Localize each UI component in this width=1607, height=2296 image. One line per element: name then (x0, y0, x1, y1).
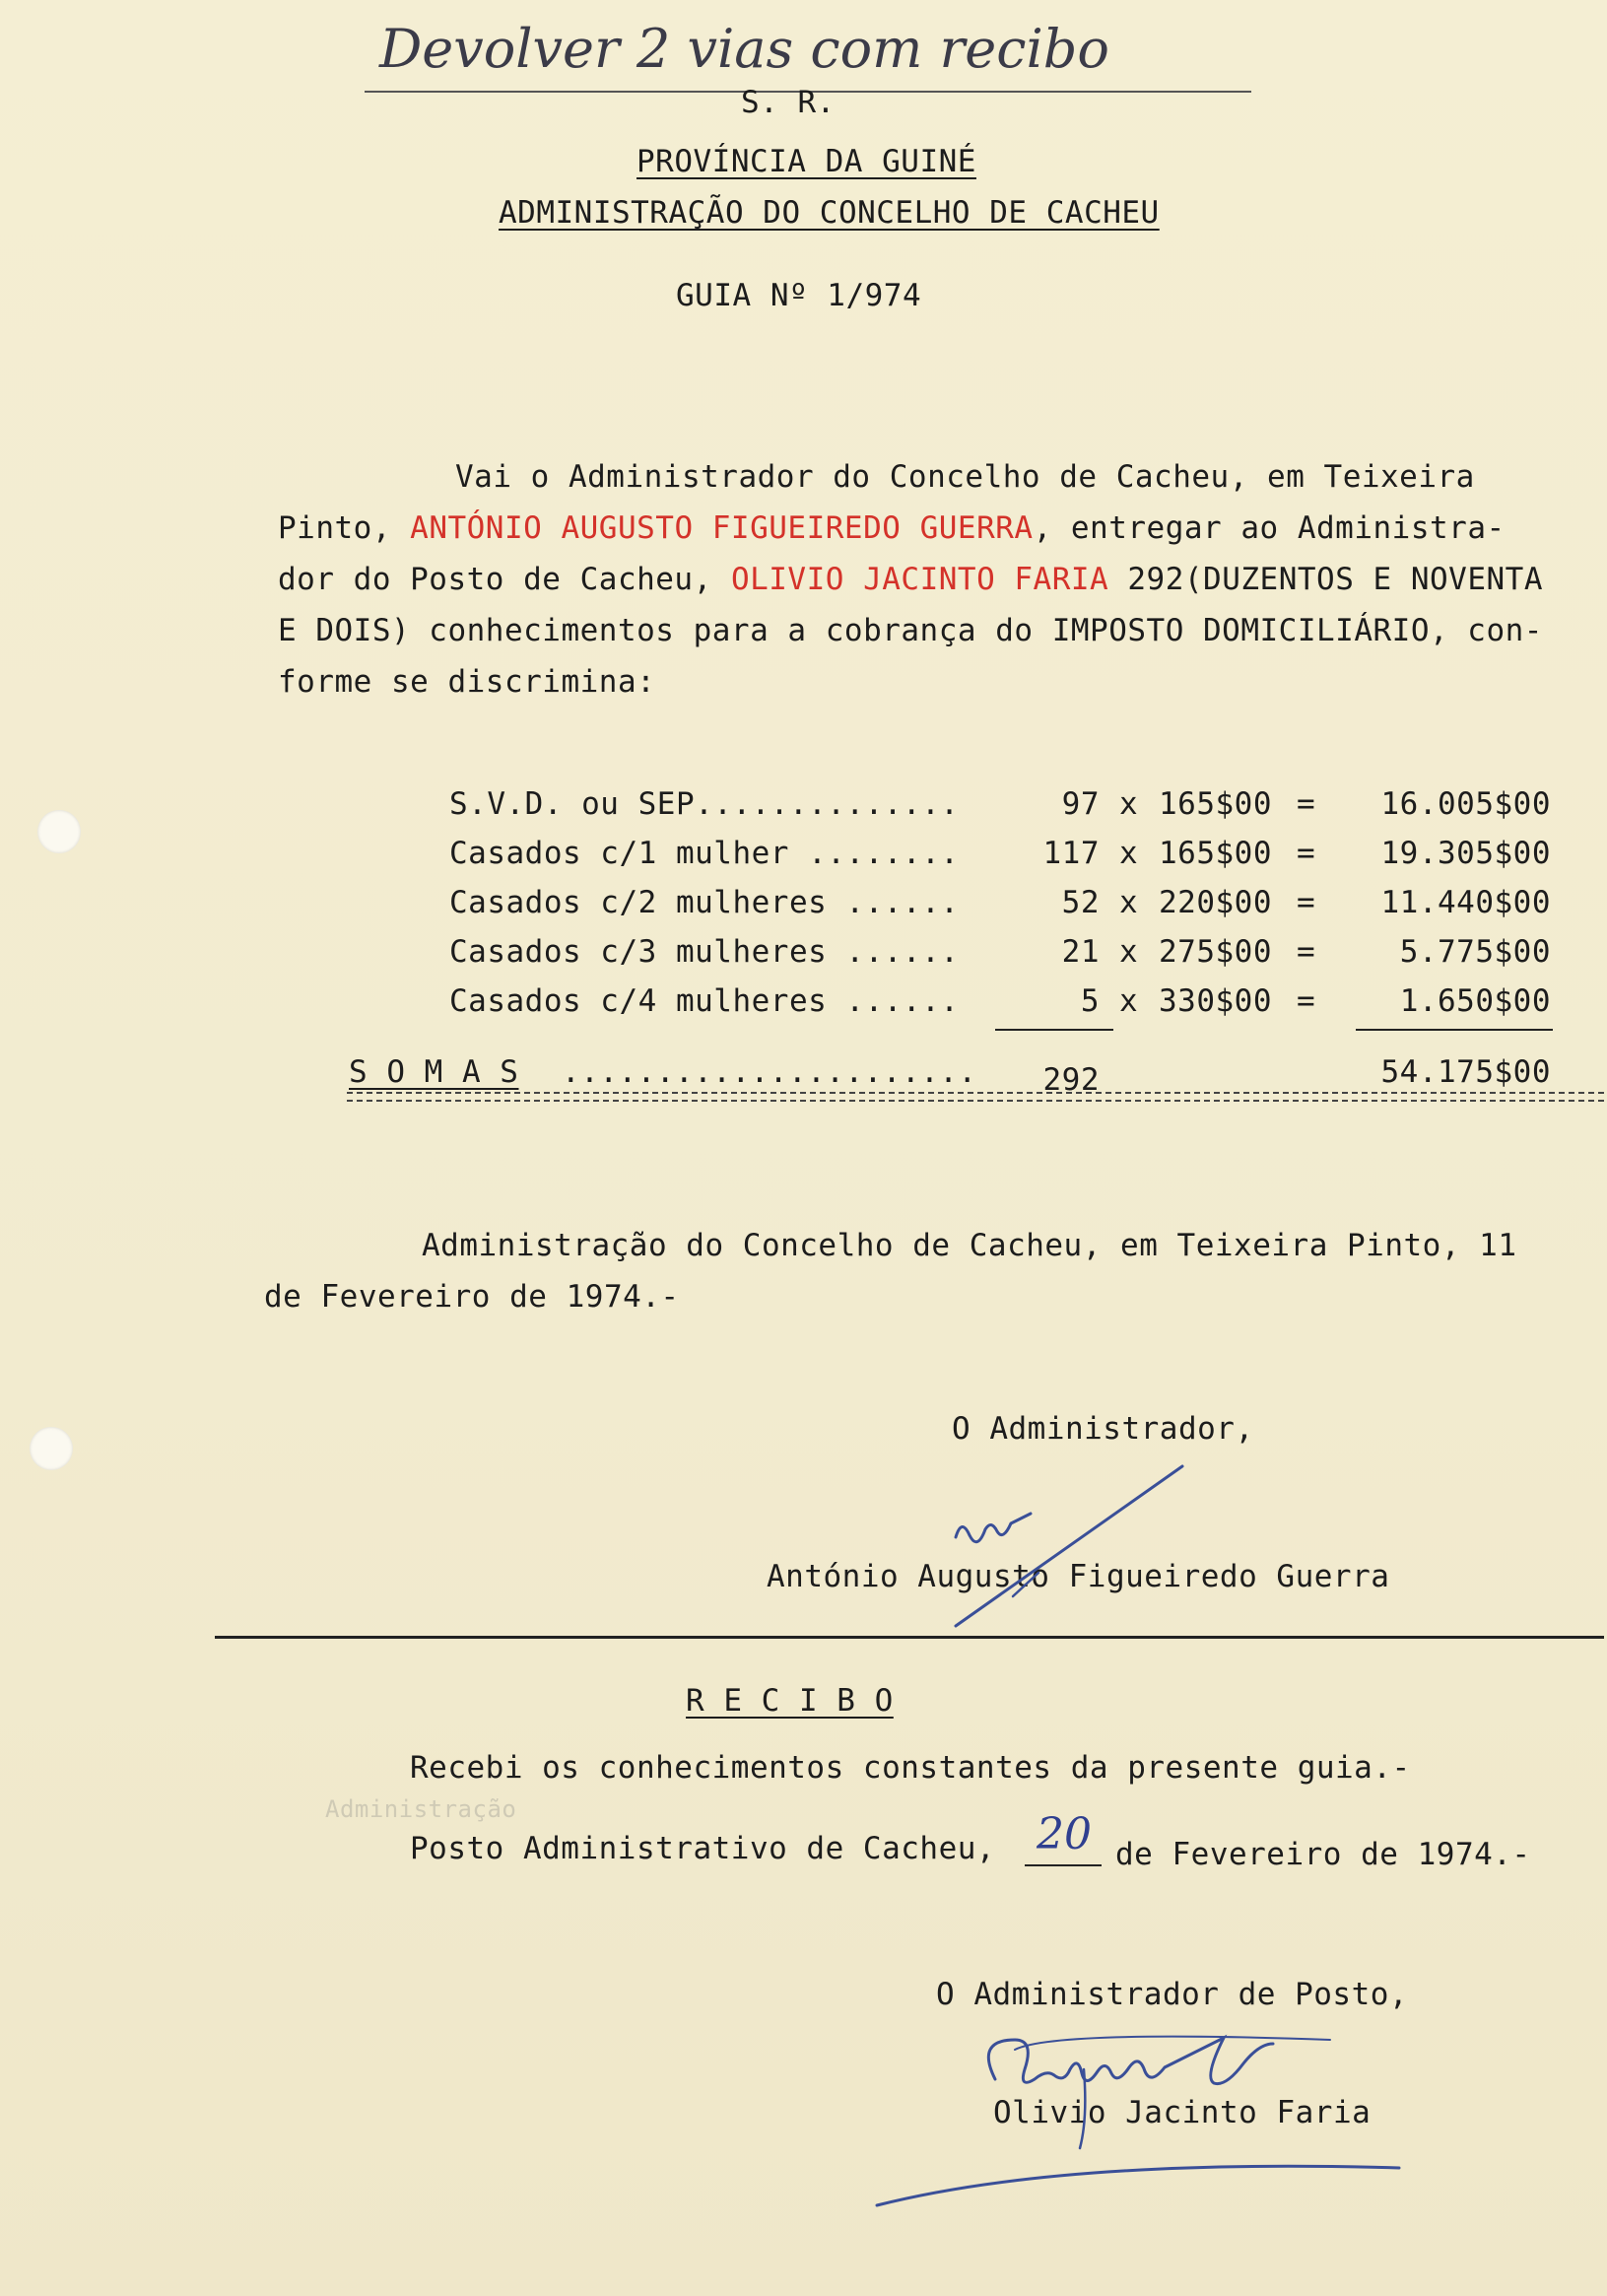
table-row-qty: 52 (1061, 885, 1100, 920)
table-row-label: Casados c/4 mulheres ...... (449, 983, 960, 1019)
table-row-total: 19.305$00 (1380, 836, 1551, 871)
table-row-x: x (1119, 836, 1139, 871)
punch-hole (30, 1427, 73, 1470)
receipt-line-2b: de Fevereiro de 1974.- (1115, 1837, 1531, 1872)
table-row-label: Casados c/1 mulher ........ (449, 836, 960, 871)
receipt-day-handwritten: 20 (1037, 1809, 1092, 1859)
handwritten-note: Devolver 2 vias com recibo (379, 18, 1109, 80)
sum-dots: ...................... (562, 1054, 977, 1090)
receipt-line-2a: Posto Administrativo de Cacheu, (410, 1831, 996, 1866)
body-line-3: dor do Posto de Cacheu, OLIVIO JACINTO FARIA 292(DUZENTOS E NOVENTA (278, 562, 1543, 597)
table-row-qty: 117 (1042, 836, 1100, 871)
receipt-title: R E C I B O (686, 1683, 894, 1719)
closing-line-1: Administração do Concelho de Cacheu, em Teixeira Pinto, 11 (422, 1228, 1517, 1263)
table-row-rate: 165$00 (1159, 786, 1272, 822)
signature-underline (867, 2148, 1419, 2217)
post-administrator-signature (956, 2010, 1409, 2158)
faint-text: Administração (325, 1795, 517, 1823)
qty-subtotal-line (995, 1029, 1113, 1031)
administration-title: ADMINISTRAÇÃO DO CONCELHO DE CACHEU (499, 195, 1160, 231)
total-subtotal-line (1356, 1029, 1553, 1031)
table-row-rate: 220$00 (1159, 885, 1272, 920)
table-row-x: x (1119, 786, 1139, 822)
table-row-eq: = (1297, 885, 1316, 920)
administrator-role: O Administrador, (952, 1411, 1254, 1447)
table-row-x: x (1119, 885, 1139, 920)
administrator-signature (936, 1449, 1212, 1646)
table-row-eq: = (1297, 836, 1316, 871)
table-row-eq: = (1297, 983, 1316, 1019)
sum-label: S O M A S (349, 1054, 519, 1090)
body-paragraph (278, 451, 1598, 708)
table-row-qty: 21 (1061, 934, 1100, 970)
table-row-rate: 275$00 (1159, 934, 1272, 970)
closing-paragraph (264, 1220, 1584, 1322)
table-row-label: Casados c/2 mulheres ...... (449, 885, 960, 920)
table-row-total: 1.650$00 (1399, 983, 1551, 1019)
body-line-2: Pinto, ANTÓNIO AUGUSTO FIGUEIREDO GUERRA, entregar ao Administra- (278, 510, 1506, 546)
table-row-rate: 165$00 (1159, 836, 1272, 871)
table-row-qty: 5 (1080, 983, 1100, 1019)
section-divider (215, 1636, 1604, 1639)
day-underline (1025, 1864, 1102, 1866)
sum-qty: 292 (1042, 1062, 1100, 1098)
table-row-x: x (1119, 934, 1139, 970)
sr-mark: S. R. (741, 85, 836, 120)
table-row-eq: = (1297, 786, 1316, 822)
post-administrator-name-red: OLIVIO JACINTO FARIA (730, 562, 1109, 597)
double-rule (347, 1092, 1604, 1102)
table-row-total: 5.775$00 (1399, 934, 1551, 970)
body-line-1: Vai o Administrador do Concelho de Cacheu, em Teixeira (455, 459, 1475, 495)
guia-number: GUIA Nº 1/974 (676, 278, 922, 313)
table-row-label: Casados c/3 mulheres ...... (449, 934, 960, 970)
table-row-eq: = (1297, 934, 1316, 970)
table-row-qty: 97 (1061, 786, 1100, 822)
table-row-total: 11.440$00 (1380, 885, 1551, 920)
administrator-name: António Augusto Figueiredo Guerra (767, 1559, 1390, 1594)
sum-total: 54.175$00 (1380, 1054, 1551, 1090)
table-row-x: x (1119, 983, 1139, 1019)
administrator-name-red: ANTÓNIO AUGUSTO FIGUEIREDO GUERRA (410, 510, 1034, 546)
body-line-5: forme se discrimina: (278, 664, 656, 700)
province-title: PROVÍNCIA DA GUINÉ (636, 144, 976, 179)
punch-hole (37, 810, 81, 853)
table-row-rate: 330$00 (1159, 983, 1272, 1019)
post-administrator-name: Olivio Jacinto Faria (993, 2095, 1372, 2130)
post-administrator-role: O Administrador de Posto, (936, 1977, 1409, 2012)
table-row-total: 16.005$00 (1380, 786, 1551, 822)
body-line-4: E DOIS) conhecimentos para a cobrança do IMPOSTO DOMICILIÁRIO, con- (278, 613, 1543, 648)
closing-line-2: de Fevereiro de 1974.- (264, 1279, 680, 1315)
receipt-line-1: Recebi os conhecimentos constantes da presente guia.- (410, 1750, 1411, 1786)
table-row-label: S.V.D. ou SEP.............. (449, 786, 960, 822)
